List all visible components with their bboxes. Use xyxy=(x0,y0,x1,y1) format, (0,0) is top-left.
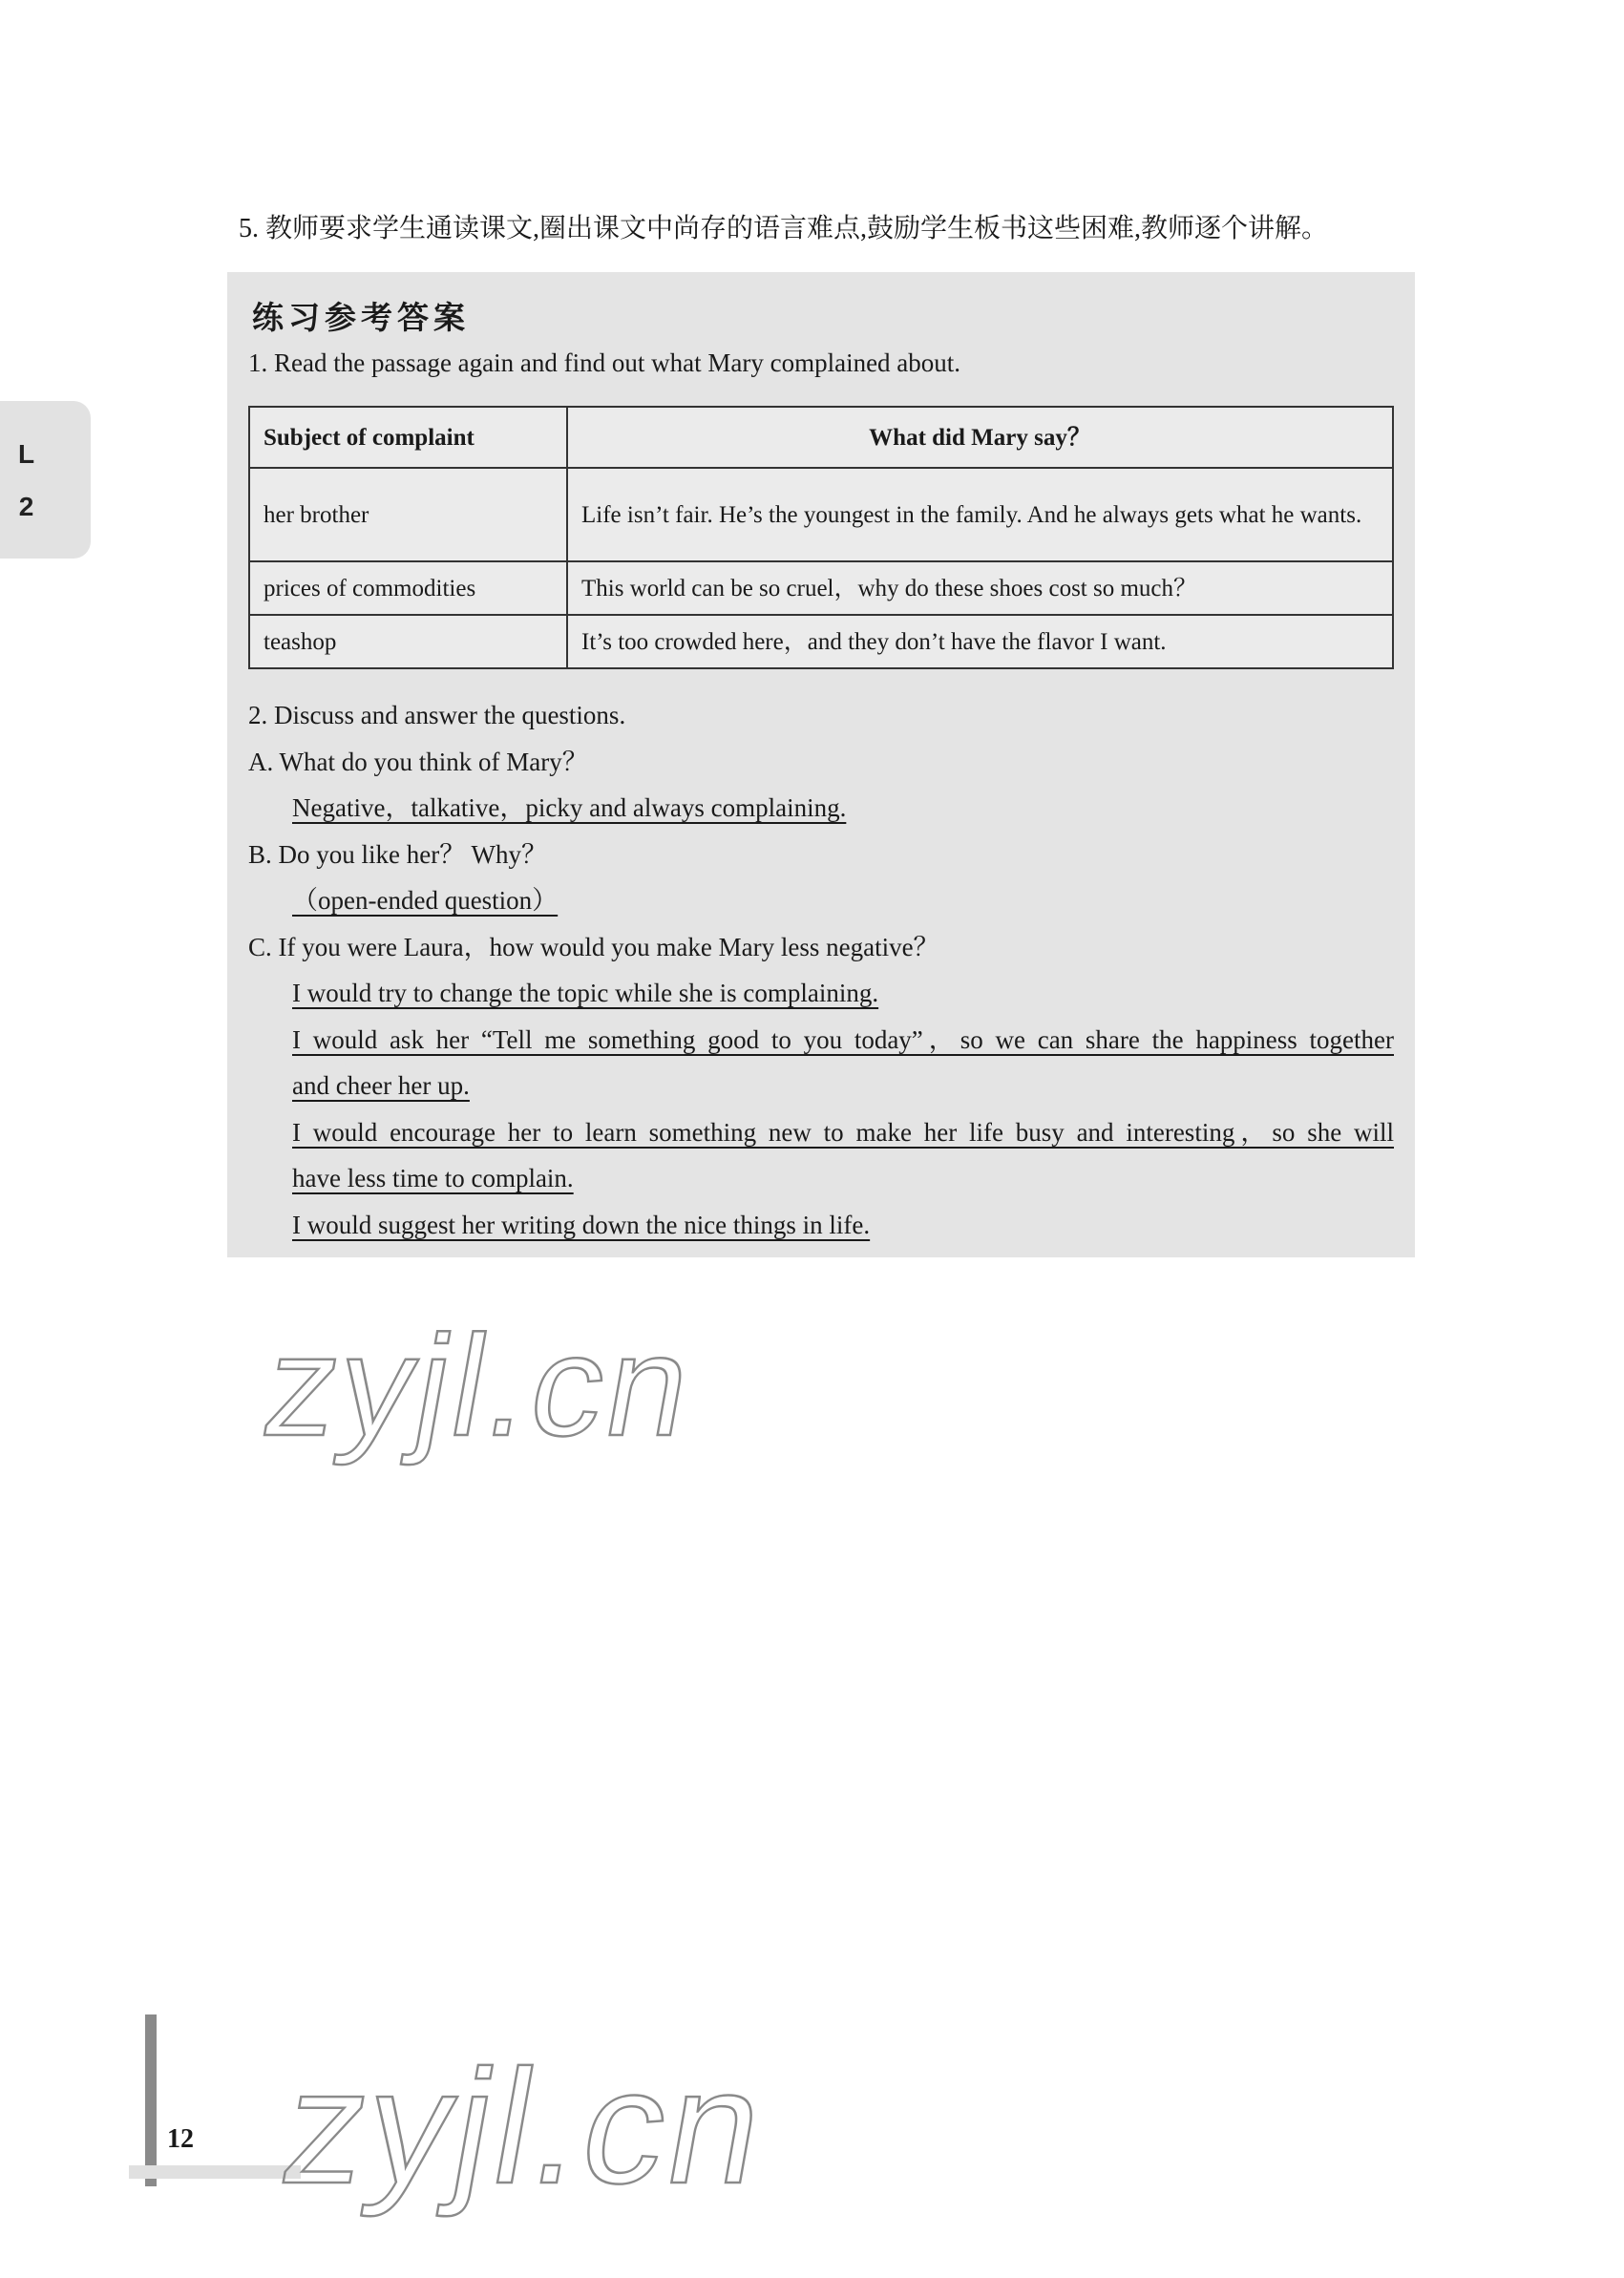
side-tab-letter: L xyxy=(17,439,35,469)
page-number: 12 xyxy=(167,2124,194,2154)
answer-c-line: and cheer her up. xyxy=(292,1071,470,1100)
answer-a: Negative，talkative，picky and always complaining. xyxy=(292,793,847,822)
table-header-row xyxy=(249,407,1393,468)
table-cell: teashop xyxy=(249,615,567,668)
question-2-section xyxy=(248,692,1394,1248)
intro-step-5: 5. 教师要求学生通读课文,圈出课文中尚存的语言难点,鼓励学生板书这些困难,教师逐个讲解。 xyxy=(239,214,1329,243)
table-cell: It’s too crowded here，and they don’t have the flavor I want. xyxy=(567,615,1393,668)
table-cell: Life isn’t fair. He’s the youngest in the family. And he always gets what he wants. xyxy=(567,468,1393,561)
answer-c-line: I would suggest her writing down the nice things in life. xyxy=(292,1210,871,1239)
question-b: B. Do you like her？ Why？ xyxy=(248,839,547,869)
table-header: Subject of complaint xyxy=(249,407,567,468)
side-tab-number: 2 xyxy=(18,492,34,521)
table-row xyxy=(249,468,1393,561)
complaints-table xyxy=(248,406,1394,669)
table-cell: This world can be so cruel，why do these shoes cost so much？ xyxy=(567,561,1393,615)
watermark-logo: zyjl.cn xyxy=(253,1305,707,1466)
answer-b: （open-ended question） xyxy=(292,886,559,915)
watermark-logo: zyjl.cn xyxy=(270,2036,781,2218)
lesson-side-tab xyxy=(0,401,91,559)
question-a: A. What do you think of Mary？ xyxy=(248,747,588,776)
question-1: 1. Read the passage again and find out what Mary complained about. xyxy=(248,348,961,377)
table-row xyxy=(249,615,1393,668)
answer-c-line: I would try to change the topic while she is complaining. xyxy=(292,979,879,1007)
table-cell: her brother xyxy=(249,468,567,561)
question-c: C. If you were Laura，how would you make Mary less negative？ xyxy=(248,932,939,961)
answer-box-title: 练习参考答案 xyxy=(252,299,470,336)
answer-c-line: I would ask her “Tell me something good to you today”，so we can share the happiness together xyxy=(292,1024,1394,1054)
table-row xyxy=(249,561,1393,615)
answer-box xyxy=(227,272,1415,1257)
answer-c-line: have less time to complain. xyxy=(292,1164,574,1192)
table-cell: prices of commodities xyxy=(249,561,567,615)
table-header: What did Mary say？ xyxy=(567,407,1393,468)
footer-bar xyxy=(145,2014,157,2186)
answer-c-line: I would encourage her to learn something new to make her life busy and interesting，so she will xyxy=(292,1117,1394,1147)
footer-divider xyxy=(129,2165,301,2179)
question-2: 2. Discuss and answer the questions. xyxy=(248,701,626,729)
